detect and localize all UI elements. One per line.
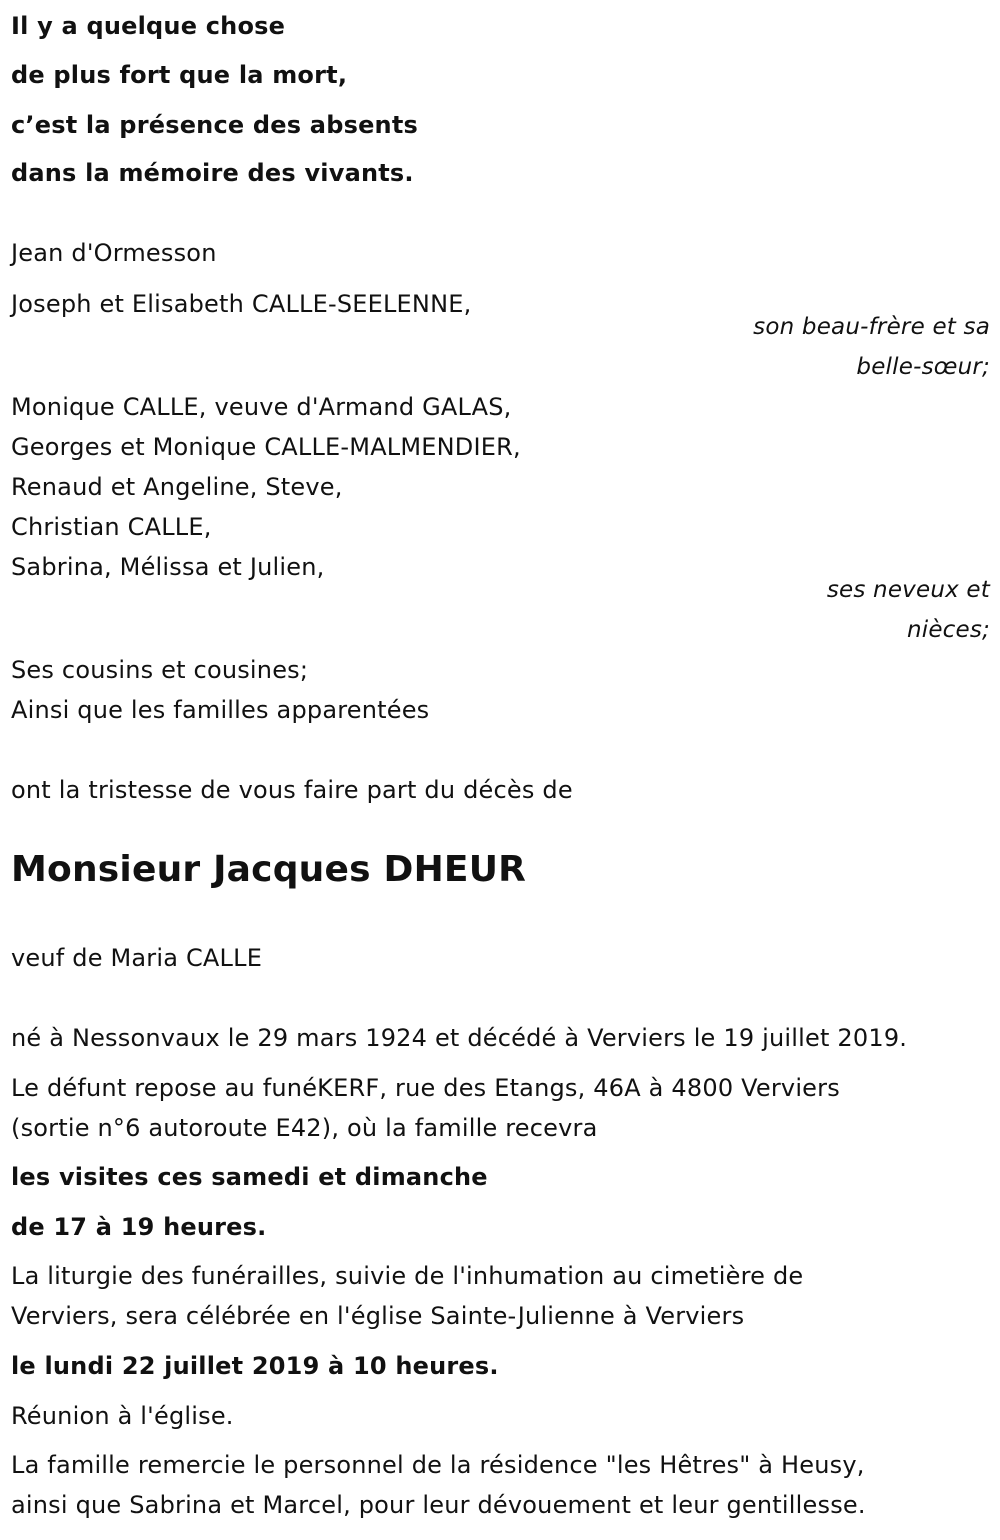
family-name: Georges et Monique CALLE-MALMENDIER,: [11, 433, 521, 461]
family-name: Monique CALLE, veuve d'Armand GALAS,: [11, 393, 512, 421]
visitation-text-1: Le défunt repose au funéKERF, rue des Etangs, 46A à 4800 Verviers: [11, 1074, 840, 1102]
relation-line-1: ses neveux et: [826, 577, 990, 603]
visitation-schedule-1: les visites ces samedi et dimanche: [11, 1163, 488, 1191]
relation-line-1: son beau-frère et sa: [753, 314, 990, 340]
quote-line-4: dans la mémoire des vivants.: [11, 159, 414, 187]
relation-line-2: nièces;: [906, 617, 990, 643]
quote-line-3: c’est la présence des absents: [11, 111, 418, 139]
funeral-text-2: Verviers, sera célébrée en l'église Sainte-Julienne à Verviers: [11, 1302, 745, 1330]
visitation-schedule-2: de 17 à 19 heures.: [11, 1213, 267, 1241]
funeral-datetime: le lundi 22 juillet 2019 à 10 heures.: [11, 1352, 499, 1380]
thanks-line-2: ainsi que Sabrina et Marcel, pour leur dévouement et leur gentillesse.: [11, 1491, 866, 1519]
quote-line-2: de plus fort que la mort,: [11, 61, 348, 89]
related-families-line: Ainsi que les familles apparentées: [11, 696, 430, 724]
funeral-text-1: La liturgie des funérailles, suivie de l'inhumation au cimetière de: [11, 1262, 804, 1290]
thanks-line-1: La famille remercie le personnel de la résidence "les Hêtres" à Heusy,: [11, 1451, 865, 1479]
relation-line-2: belle-sœur;: [856, 354, 990, 380]
family-name: Christian CALLE,: [11, 513, 212, 541]
deceased-spouse: veuf de Maria CALLE: [11, 944, 263, 972]
visitation-text-2: (sortie n°6 autoroute E42), où la famille recevra: [11, 1114, 598, 1142]
funeral-meeting: Réunion à l'église.: [11, 1402, 234, 1430]
quote-author: Jean d'Ormesson: [11, 239, 217, 267]
cousins-line: Ses cousins et cousines;: [11, 656, 309, 684]
birth-death: né à Nessonvaux le 29 mars 1924 et décédé à Verviers le 19 juillet 2019.: [11, 1024, 908, 1052]
announcement: ont la tristesse de vous faire part du décès de: [11, 776, 573, 804]
family-name: Renaud et Angeline, Steve,: [11, 473, 343, 501]
quote-line-1: Il y a quelque chose: [11, 12, 286, 40]
deceased-name: Monsieur Jacques DHEUR: [11, 849, 527, 890]
family-name: Joseph et Elisabeth CALLE-SEELENNE,: [11, 290, 472, 318]
family-name: Sabrina, Mélissa et Julien,: [11, 553, 325, 581]
